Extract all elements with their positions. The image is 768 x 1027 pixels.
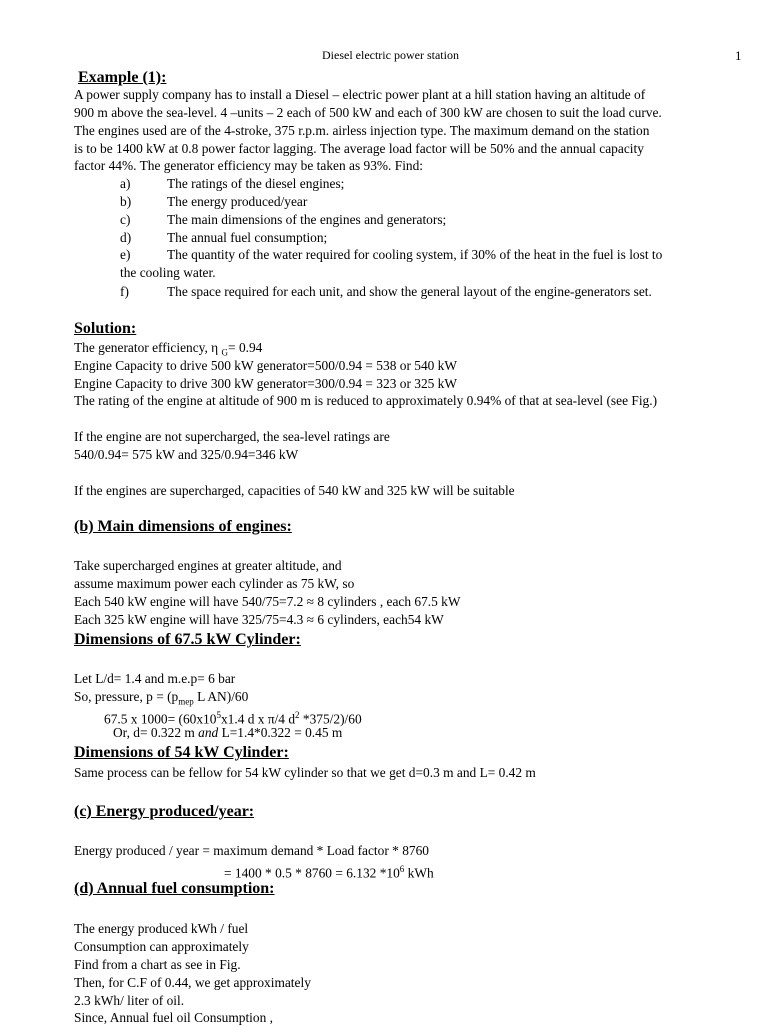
page-number: 1: [735, 48, 742, 63]
pressure-subscript: mep: [178, 696, 194, 707]
section-c-line: Energy produced / year = maximum demand * Load factor * 8760: [74, 843, 429, 858]
section-b-heading: (b) Main dimensions of engines:: [74, 518, 292, 535]
dim-67-result-line: [113, 724, 342, 742]
efficiency-subscript: G: [221, 347, 229, 358]
equation-superscript: 5: [216, 710, 221, 720]
intro-line: A power supply company has to install a Diesel – electric power plant at a hill station having an altitude of: [74, 87, 646, 102]
section-b-line: Each 325 kW engine will have 325/75=4.3 ≈ 6 cylinders, each54 kW: [74, 612, 444, 627]
solution-line: Engine Capacity to drive 500 kW generator=500/0.94 = 538 or 540 kW: [74, 358, 458, 373]
list-item: The energy produced/year: [167, 194, 308, 209]
list-item: The ratings of the diesel engines;: [167, 176, 345, 191]
list-marker: f): [120, 284, 129, 299]
solution-line: Engine Capacity to drive 300 kW generator=300/0.94 = 323 or 325 kW: [74, 376, 458, 391]
dim-54-heading: Dimensions of 54 kW Cylinder:: [74, 744, 289, 761]
intro-line: The engines used are of the 4-stroke, 375 r.p.m. airless injection type. The maximum demand on the station: [74, 123, 650, 138]
solution-line: If the engines are supercharged, capacities of 540 kW and 325 kW will be suitable: [74, 483, 515, 498]
pressure-text: So, pressure, p = (p: [74, 689, 179, 704]
list-marker: e): [120, 247, 131, 262]
running-header: Diesel electric power station: [322, 48, 459, 62]
section-b-line: Take supercharged engines at greater altitude, and: [74, 558, 342, 573]
result-text-end: L=1.4*0.322 = 0.45 m: [218, 725, 343, 740]
solution-line: 540/0.94= 575 kW and 325/0.94=346 kW: [74, 447, 299, 462]
example-heading: Example (1):: [78, 69, 167, 86]
list-item: The annual fuel consumption;: [167, 230, 328, 245]
energy-superscript: 6: [399, 864, 405, 874]
dim-67-line: Let L/d= 1.4 and m.e.p= 6 bar: [74, 671, 236, 686]
list-item: The space required for each unit, and show the general layout of the engine-generators set.: [167, 284, 652, 299]
list-marker: b): [120, 194, 132, 209]
efficiency-value: = 0.94: [228, 340, 263, 355]
equation-text: 67.5 x 1000= (60x10: [104, 711, 217, 727]
section-b-line: assume maximum power each cylinder as 75 kW, so: [74, 576, 355, 591]
list-marker: c): [120, 212, 131, 227]
solution-heading: Solution:: [74, 320, 137, 337]
list-item: The main dimensions of the engines and generators;: [167, 212, 447, 227]
section-d-line: The energy produced kWh / fuel: [74, 921, 249, 936]
section-b-line: Each 540 kW engine will have 540/75=7.2 ≈ 8 cylinders , each 67.5 kW: [74, 594, 461, 609]
equation-text-mid: x1.4 d x π/4 d: [220, 711, 296, 727]
list-item: The quantity of the water required for cooling system, if 30% of the heat in the fuel is lost to: [167, 247, 663, 262]
energy-text: = 1400 * 0.5 * 8760 = 6.132 *10: [224, 865, 400, 881]
section-c-heading: (c) Energy produced/year:: [74, 803, 255, 820]
list-marker: d): [120, 230, 132, 245]
intro-line: factor 44%. The generator efficiency may be taken as 93%. Find:: [74, 158, 424, 173]
dim-67-heading: Dimensions of 67.5 kW Cylinder:: [74, 631, 301, 648]
efficiency-text: The generator efficiency, η: [74, 340, 219, 355]
section-d-line: 2.3 kWh/ liter of oil.: [74, 993, 185, 1008]
section-d-line: Then, for C.F of 0.44, we get approximately: [74, 975, 311, 990]
section-d-heading: (d) Annual fuel consumption:: [74, 880, 275, 897]
dim-54-line: Same process can be fellow for 54 kW cylinder so that we get d=0.3 m and L= 0.42 m: [74, 765, 536, 780]
section-d-line: Consumption can approximately: [74, 939, 249, 954]
result-and: and: [198, 725, 219, 740]
section-d-line: Find from a chart as see in Fig.: [74, 957, 241, 972]
list-marker: a): [120, 176, 131, 191]
equation-superscript: 2: [295, 710, 300, 720]
section-d-line: Since, Annual fuel oil Consumption ,: [74, 1010, 273, 1025]
list-item-continuation: the cooling water.: [120, 265, 216, 280]
intro-line: is to be 1400 kW at 0.8 power factor lagging. The average load factor will be 50% and the annual capacity: [74, 141, 644, 156]
intro-line: 900 m above the sea-level. 4 –units – 2 each of 500 kW and each of 300 kW are chosen to suit the load curve.: [74, 105, 662, 120]
pressure-text-end: L AN)/60: [193, 689, 249, 704]
solution-line: The rating of the engine at altitude of 900 m is reduced to approximately 0.94% of that at sea-level (see Fig.): [74, 393, 658, 408]
solution-line: If the engine are not supercharged, the sea-level ratings are: [74, 429, 390, 444]
result-text: Or, d= 0.322 m: [113, 725, 199, 740]
equation-text-end: *375/2)/60: [299, 711, 362, 727]
energy-unit: kWh: [404, 865, 434, 881]
